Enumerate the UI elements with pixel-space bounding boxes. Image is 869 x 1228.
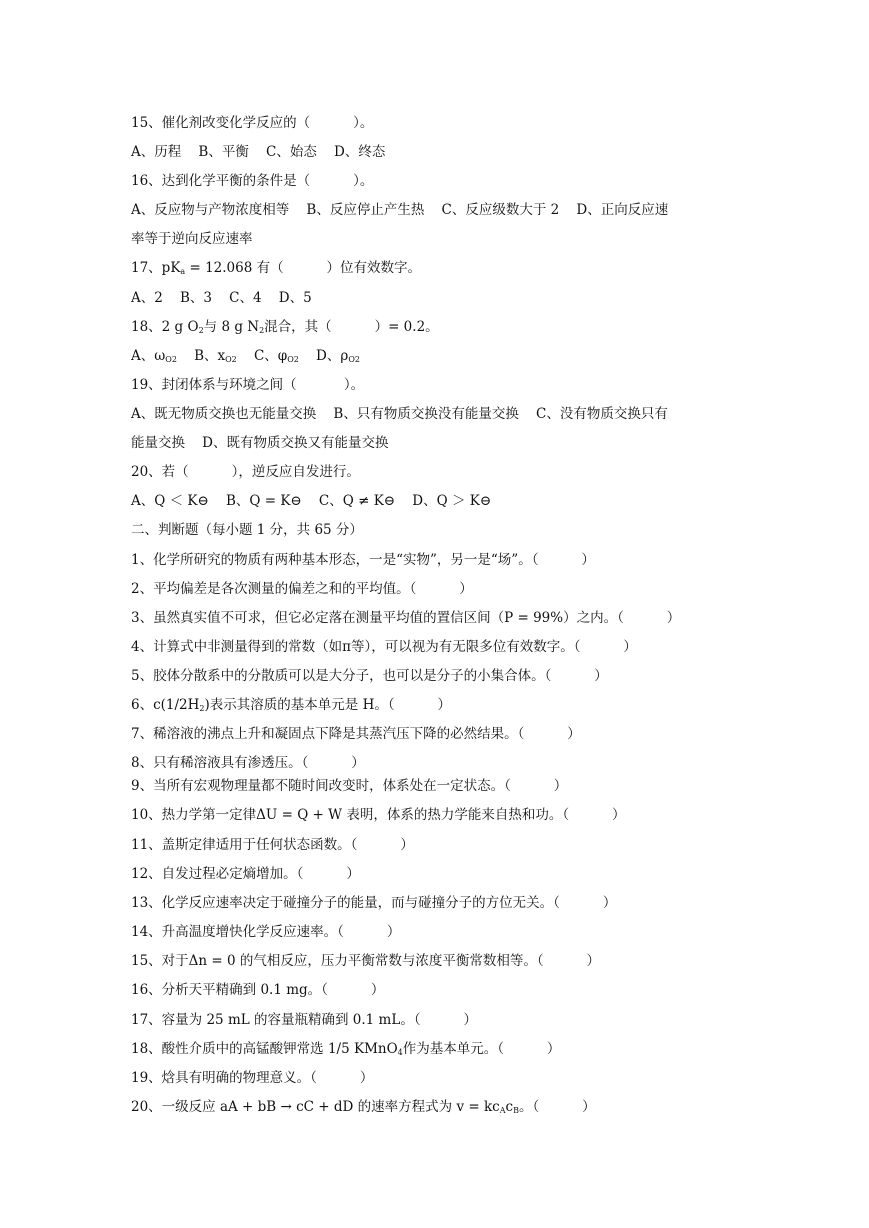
- question-15: 15、催化剂改变化学反应的（ ）。: [131, 115, 374, 131]
- judge-20: 20、一级反应 aA + bB → cC + dD 的速率方程式为 $v = kc_Ac_B$。（ ）: [131, 1099, 596, 1115]
- judge-3: 3、虽然真实值不可求，但它必定落在测量平均值的置信区间（P = 99%）之内。（ ）: [131, 610, 681, 626]
- question-19-options-line2: 能量交换 D、既有物质交换又有能量交换: [131, 435, 389, 451]
- judge-8: 8、只有稀溶液具有渗透压。（ ）: [131, 755, 365, 771]
- judge-16: 16、分析天平精确到 0.1 mg。（ ）: [131, 982, 385, 998]
- question-20-options: A、Q ＜ K⊖ B、Q = K⊖ C、Q ≠ K⊖ D、Q ＞ K⊖: [131, 493, 492, 509]
- question-16: 16、达到化学平衡的条件是（ ）。: [131, 173, 374, 189]
- question-19-options-line1: A、既无物质交换也无能量交换 B、只有物质交换没有能量交换 C、没有物质交换只有: [131, 406, 668, 422]
- judge-13: 13、化学反应速率决定于碰撞分子的能量，而与碰撞分子的方位无关。（ ）: [131, 895, 617, 911]
- question-20: 20、若（ ），逆反应自发进行。: [131, 464, 360, 480]
- judge-2: 2、平均偏差是各次测量的偏差之和的平均值。（ ）: [131, 581, 473, 597]
- section-heading-true-false: 二、判断题（每小题 1 分，共 65 分）: [131, 522, 363, 538]
- question-15-options: A、历程 B、平衡 C、始态 D、终态: [131, 144, 386, 160]
- judge-14: 14、升高温度增快化学反应速率。（ ）: [131, 924, 401, 940]
- question-18: 18、2 g $O_2$与 8 g $N_2$混合，其（ ）= 0.2。: [131, 319, 439, 335]
- judge-18: 18、酸性介质中的高锰酸钾常选 1/5 KMnO$_4$作为基本单元。（ ）: [131, 1041, 561, 1057]
- judge-4: 4、计算式中非测量得到的常数（如π等），可以视为有无限多位有效数字。（ ）: [131, 639, 637, 655]
- judge-10: 10、热力学第一定律ΔU = Q + W 表明，体系的热力学能来自热和功。（ ）: [131, 807, 626, 823]
- question-19: 19、封闭体系与环境之间（ ）。: [131, 377, 365, 393]
- judge-1: 1、化学所研究的物质有两种基本形态，一是“实物”，另一是“场”。（ ）: [131, 552, 595, 568]
- judge-15: 15、对于Δn = 0 的气相反应，压力平衡常数与浓度平衡常数相等。（ ）: [131, 953, 601, 969]
- question-16-options-line1: A、反应物与产物浓度相等 B、反应停止产生热 C、反应级数大于 2 D、正向反应速: [131, 202, 669, 218]
- question-18-options: A、$\omega_{O2}$ B、$x_{O2}$ C、$\varphi_{O2}$ D、$\rho_{O2}$: [131, 348, 360, 364]
- judge-9: 9、当所有宏观物理量都不随时间改变时，体系处在一定状态。（ ）: [131, 778, 568, 794]
- judge-6: 6、$c(1/2H_2)$表示其溶质的基本单元是 H。（ ）: [131, 697, 452, 713]
- judge-19: 19、焓具有明确的物理意义。（ ）: [131, 1070, 374, 1086]
- judge-5: 5、胶体分散系中的分散质可以是大分子，也可以是分子的小集合体。（ ）: [131, 668, 608, 684]
- judge-17: 17、容量为 25 mL 的容量瓶精确到 0.1 mL。（ ）: [131, 1012, 477, 1028]
- judge-7: 7、稀溶液的沸点上升和凝固点下降是其蒸汽压下降的必然结果。（ ）: [131, 726, 581, 742]
- judge-12: 12、自发过程必定熵增加。（ ）: [131, 866, 360, 882]
- judge-11: 11、盖斯定律适用于任何状态函数。（ ）: [131, 837, 414, 853]
- question-17: 17、$pK_a = 12.068$ 有（ ）位有效数字。: [131, 260, 422, 276]
- question-16-options-line2: 率等于逆向反应速率: [131, 231, 253, 247]
- question-17-options: A、2 B、3 C、4 D、5: [131, 290, 312, 306]
